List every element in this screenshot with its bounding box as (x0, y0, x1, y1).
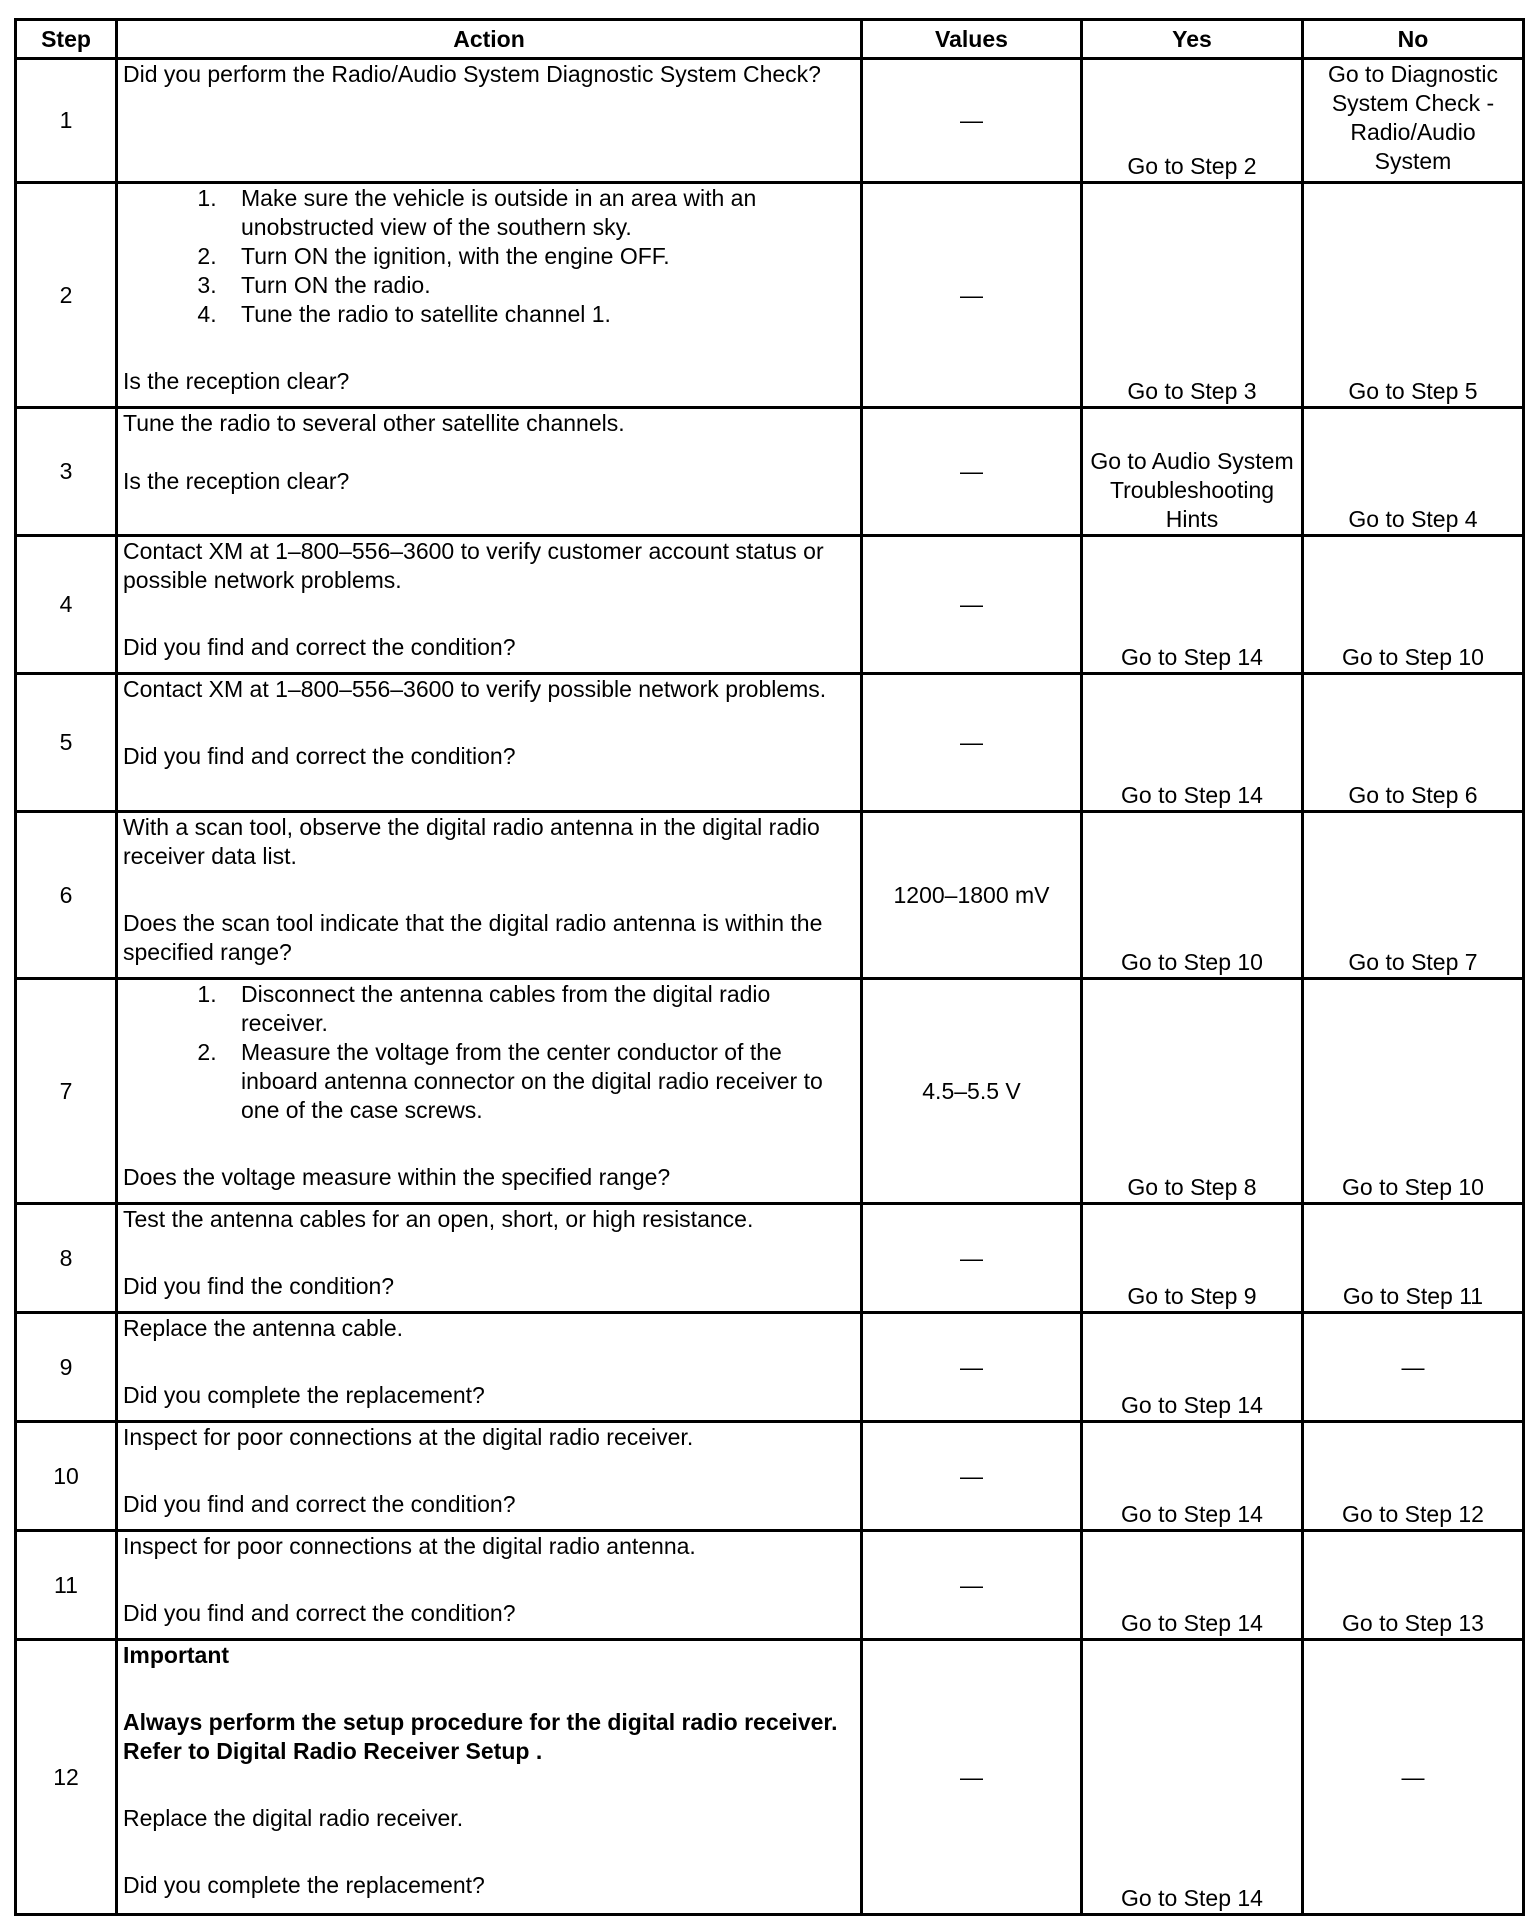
step-number: 12 (16, 1640, 117, 1915)
values-cell: — (862, 1531, 1082, 1640)
action-list (123, 980, 855, 1125)
table-row (16, 1204, 1524, 1313)
action-question: Does the voltage measure within the specified range? (123, 1164, 671, 1190)
important-title: Important (123, 1642, 230, 1668)
action-text: With a scan tool, observe the digital radio antenna in the digital radio receiver data list. (123, 814, 820, 869)
table-row (16, 674, 1524, 812)
step-number: 7 (16, 979, 117, 1204)
values-cell: — (862, 536, 1082, 674)
yes-cell: Go to Step 8 (1082, 979, 1303, 1204)
action-cell (117, 1313, 862, 1422)
step-number: 6 (16, 812, 117, 979)
table-row (16, 979, 1524, 1204)
action-list-item: 4. Tune the radio to satellite channel 1. (223, 300, 855, 329)
header-no: No (1303, 20, 1524, 59)
action-text: Contact XM at 1–800–556–3600 to verify possible network problems. (123, 676, 827, 702)
action-cell (117, 59, 862, 183)
action-question: Is the reception clear? (123, 368, 350, 394)
yes-cell: Go to Audio System Troubleshooting Hints (1082, 408, 1303, 536)
values-cell: — (862, 408, 1082, 536)
header-step: Step (16, 20, 117, 59)
action-list-item: 2. Measure the voltage from the center conductor of the inboard antenna connector on the digital radio receiver to one of the case screws. (223, 1038, 855, 1125)
action-text: Contact XM at 1–800–556–3600 to verify customer account status or possible network problems. (123, 538, 824, 593)
action-list (123, 184, 855, 329)
action-cell (117, 674, 862, 812)
values-cell: — (862, 183, 1082, 408)
action-cell (117, 1204, 862, 1313)
yes-cell: Go to Step 2 (1082, 59, 1303, 183)
no-cell: Go to Step 7 (1303, 812, 1524, 979)
action-cell (117, 812, 862, 979)
action-question: Did you find and correct the condition? (123, 1491, 516, 1517)
action-question: Does the scan tool indicate that the digital radio antenna is within the specified range? (123, 910, 823, 965)
action-cell (117, 536, 862, 674)
step-number: 10 (16, 1422, 117, 1531)
action-list-item: 1. Disconnect the antenna cables from the digital radio receiver. (223, 980, 855, 1038)
header-yes: Yes (1082, 20, 1303, 59)
action-text: Inspect for poor connections at the digital radio antenna. (123, 1533, 696, 1559)
yes-cell: Go to Step 14 (1082, 536, 1303, 674)
action-question: Did you complete the replacement? (123, 1382, 485, 1408)
action-text: Inspect for poor connections at the digital radio receiver. (123, 1424, 694, 1450)
yes-cell: Go to Step 3 (1082, 183, 1303, 408)
yes-cell: Go to Step 10 (1082, 812, 1303, 979)
table-row (16, 812, 1524, 979)
no-cell: Go to Step 6 (1303, 674, 1524, 812)
action-text: Did you perform the Radio/Audio System Diagnostic System Check? (123, 61, 821, 87)
no-cell: Go to Diagnostic System Check - Radio/Audio System (1303, 59, 1524, 183)
action-cell (117, 408, 862, 536)
values-cell: — (862, 1640, 1082, 1915)
values-cell: — (862, 1422, 1082, 1531)
yes-cell: Go to Step 14 (1082, 1422, 1303, 1531)
no-cell: Go to Step 10 (1303, 979, 1524, 1204)
yes-cell: Go to Step 9 (1082, 1204, 1303, 1313)
action-cell (117, 1531, 862, 1640)
values-cell: — (862, 1204, 1082, 1313)
values-cell: — (862, 674, 1082, 812)
values-cell: 4.5–5.5 V (862, 979, 1082, 1204)
action-cell (117, 979, 862, 1204)
action-question: Did you find and correct the condition? (123, 634, 516, 660)
step-number: 2 (16, 183, 117, 408)
header-action: Action (117, 20, 862, 59)
table-row (16, 408, 1524, 536)
diagnostic-table (14, 18, 1525, 1916)
no-cell: — (1303, 1313, 1524, 1422)
diagnostic-table-container (14, 18, 1522, 1916)
no-cell: — (1303, 1640, 1524, 1915)
yes-cell: Go to Step 14 (1082, 674, 1303, 812)
no-cell: Go to Step 12 (1303, 1422, 1524, 1531)
action-question: Did you find and correct the condition? (123, 743, 516, 769)
action-cell (117, 1640, 862, 1915)
step-number: 1 (16, 59, 117, 183)
action-text: Test the antenna cables for an open, short, or high resistance. (123, 1206, 754, 1232)
action-question: Did you find and correct the condition? (123, 1600, 516, 1626)
no-cell: Go to Step 11 (1303, 1204, 1524, 1313)
values-cell: — (862, 59, 1082, 183)
action-text: Tune the radio to several other satellite channels. (123, 410, 625, 436)
header-values: Values (862, 20, 1082, 59)
important-text: Always perform the setup procedure for the digital radio receiver. Refer to Digital Radio Receiver Setup . (123, 1709, 838, 1764)
action-question: Is the reception clear? (123, 468, 350, 494)
values-cell: 1200–1800 mV (862, 812, 1082, 979)
yes-cell: Go to Step 14 (1082, 1313, 1303, 1422)
yes-cell: Go to Step 14 (1082, 1640, 1303, 1915)
action-cell (117, 183, 862, 408)
table-row (16, 1640, 1524, 1915)
action-list-item: 3. Turn ON the radio. (223, 271, 855, 300)
no-cell: Go to Step 5 (1303, 183, 1524, 408)
table-row (16, 59, 1524, 183)
action-list-item: 1. Make sure the vehicle is outside in an area with an unobstructed view of the southern sky. (223, 184, 855, 242)
action-question: Did you find the condition? (123, 1273, 395, 1299)
step-number: 8 (16, 1204, 117, 1313)
table-row (16, 183, 1524, 408)
table-row (16, 1531, 1524, 1640)
step-number: 4 (16, 536, 117, 674)
table-row (16, 1422, 1524, 1531)
no-cell: Go to Step 10 (1303, 536, 1524, 674)
table-row (16, 536, 1524, 674)
step-number: 11 (16, 1531, 117, 1640)
table-row (16, 1313, 1524, 1422)
header-row (16, 20, 1524, 59)
no-cell: Go to Step 4 (1303, 408, 1524, 536)
values-cell: — (862, 1313, 1082, 1422)
no-cell: Go to Step 13 (1303, 1531, 1524, 1640)
action-list-item: 2. Turn ON the ignition, with the engine OFF. (223, 242, 855, 271)
action-cell (117, 1422, 862, 1531)
action-text: Replace the antenna cable. (123, 1315, 404, 1341)
yes-cell: Go to Step 14 (1082, 1531, 1303, 1640)
action-text: Replace the digital radio receiver. (123, 1805, 464, 1831)
step-number: 9 (16, 1313, 117, 1422)
step-number: 5 (16, 674, 117, 812)
step-number: 3 (16, 408, 117, 536)
action-question: Did you complete the replacement? (123, 1872, 485, 1898)
